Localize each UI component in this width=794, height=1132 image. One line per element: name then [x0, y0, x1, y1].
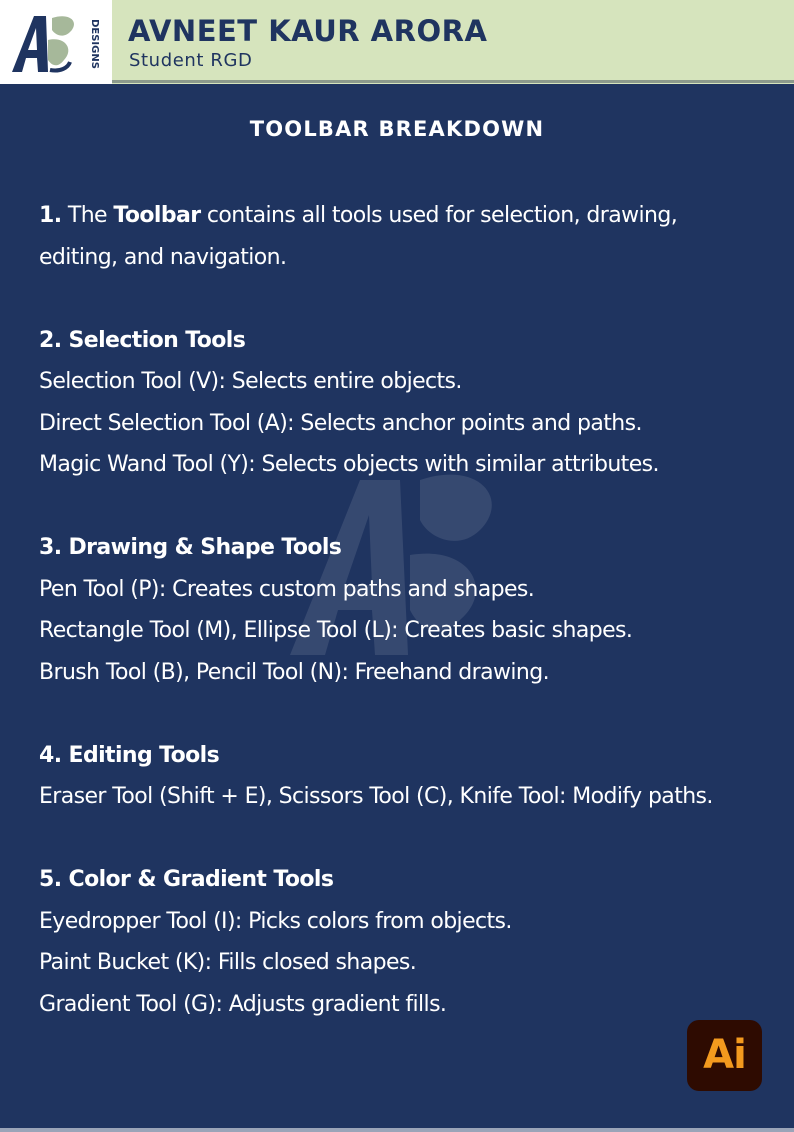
intro-paragraph: [39, 195, 759, 278]
section-color-gradient-tools: [39, 859, 759, 1025]
section-heading: 4. Editing Tools: [39, 742, 220, 768]
header-divider: [112, 80, 794, 83]
list-item: Rectangle Tool (M), Ellipse Tool (L): Creates basic shapes.: [39, 618, 633, 643]
intro-text-b: contains all tools used for selection, drawing, editing, and navigation.: [39, 203, 678, 270]
page-title: TOOLBAR BREAKDOWN: [249, 117, 545, 141]
section-heading: 2. Selection Tools: [39, 327, 246, 353]
list-item: Magic Wand Tool (Y): Selects objects with similar attributes.: [39, 452, 659, 477]
toolbar-breakdown-content: [39, 195, 759, 1067]
author-role: Student RGD: [129, 50, 253, 71]
list-item: Pen Tool (P): Creates custom paths and shapes.: [39, 576, 535, 602]
list-item: Selection Tool (V): Selects entire objects.: [39, 369, 462, 394]
author-name: AVNEET KAUR ARORA: [128, 14, 488, 48]
section-heading: 3. Drawing & Shape Tools: [39, 535, 342, 560]
bottom-border: [0, 1128, 794, 1132]
section-intro: [39, 195, 759, 278]
logo-icon: [8, 10, 104, 76]
logo-vertical-text: DESIGNS: [89, 19, 100, 69]
intro-number: 1.: [39, 203, 62, 228]
adobe-illustrator-icon: Ai: [687, 1020, 762, 1091]
list-item: Paint Bucket (K): Fills closed shapes.: [39, 950, 417, 975]
list-item: Direct Selection Tool (A): Selects anchor points and paths.: [39, 410, 642, 436]
section-editing-tools: [39, 735, 759, 818]
list-item: Brush Tool (B), Pencil Tool (N): Freehand drawing.: [39, 659, 549, 685]
section-drawing-shape-tools: [39, 527, 759, 693]
section-heading: 5. Color & Gradient Tools: [39, 867, 334, 892]
intro-text-a: The: [61, 203, 114, 228]
list-item: Eraser Tool (Shift + E), Scissors Tool (C), Knife Tool: Modify paths.: [39, 784, 713, 809]
designer-logo: [0, 0, 112, 84]
list-item: Gradient Tool (G): Adjusts gradient fills.: [39, 991, 447, 1017]
intro-keyword: Toolbar: [113, 203, 201, 228]
list-item: Eyedropper Tool (I): Picks colors from objects.: [39, 908, 512, 934]
section-selection-tools: [39, 320, 759, 486]
